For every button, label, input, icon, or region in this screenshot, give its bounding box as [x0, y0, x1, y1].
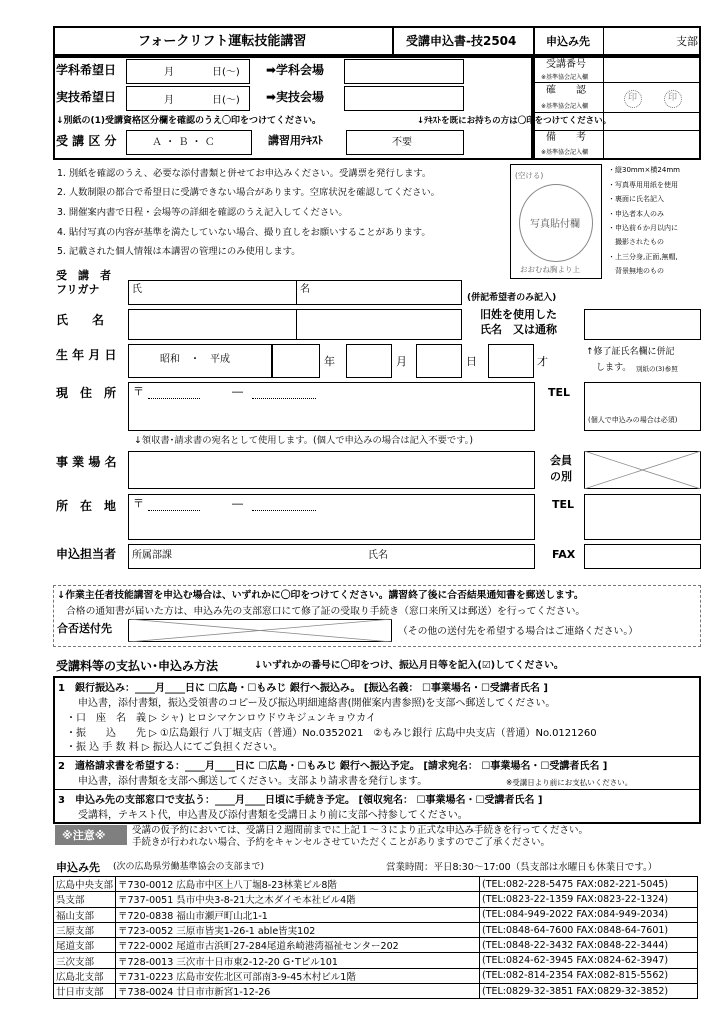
furigana-given: 名 [300, 284, 310, 295]
class-options: Ａ ・ Ｂ ・ Ｃ [152, 137, 215, 148]
tel-label: TEL [548, 386, 571, 399]
table-row [54, 938, 698, 953]
payment-opt2-sub: 申込書，添付書類を支部へ郵送してください。支部より請求書を発行します。 [78, 776, 428, 787]
stamp-2: 印 [668, 93, 678, 103]
result-dest-cross [128, 619, 392, 642]
furigana-surname: 氏 [132, 284, 142, 295]
exam-no-label: 受講番号 [546, 59, 586, 70]
academic-month: 月 [164, 67, 174, 78]
branch-address: 〒728-0013 三次市十日市東2-12-20 G･Tビル101 [116, 953, 480, 968]
employer-tel-field[interactable] [584, 494, 701, 540]
table-row [54, 968, 698, 983]
branch-name: 広島北支部 [54, 968, 116, 983]
assoc-note: ※基準協会記入欄 [541, 74, 589, 81]
furigana-label: フリガナ [56, 283, 100, 296]
photo-spec-4: ・申込者本人のみ [608, 210, 664, 218]
branches-heading: 申込み先 [56, 861, 100, 874]
branch-contact: (TEL:084-949-2022 FAX:084-949-2034) [480, 907, 698, 922]
photo-spec-5: ・申込前６か月以内に [608, 224, 678, 232]
branch-address: 〒731-0223 広島市安佐北区可部南3-9-45木村ビル1階 [116, 968, 480, 983]
dob-month-field[interactable] [346, 344, 392, 378]
branch-name: 三次支部 [54, 953, 116, 968]
dept-label: 所属部課 [132, 550, 172, 561]
photo-spec-3: ・裏面に氏名記入 [608, 195, 664, 203]
payment-opt2-title[interactable]: 2 適格請求書を希望する：____月____日に ☐広島・☐もみじ 銀行へ振込予定。 [請求宛名： ☐事業場名・☐受講者氏名 ] [58, 761, 608, 772]
branch-contact: (TEL:082-228-5475 FAX:082-221-5045) [480, 877, 698, 892]
branch-address: 〒723-0052 三原市皆実1-26-1 able皆実102 [116, 922, 480, 937]
dob-note-2: します。 [596, 363, 632, 373]
text-value: 不要 [392, 137, 412, 148]
payment-opt1-r3: ・振 込 手 数 料 ▷ 振込人にてご負担ください。 [66, 742, 283, 753]
result-dest-note: （その他の送付先を希望する場合はご連絡ください。） [398, 626, 639, 637]
practical-venue-label: ➡実技会場 [266, 90, 325, 104]
dob-day-field[interactable] [416, 344, 462, 378]
academic-date-label: 学科希望日 [56, 63, 117, 77]
contact-name-label: 氏名 [368, 550, 388, 561]
dob-year-field[interactable] [272, 344, 320, 378]
applicant-label-top: 受 講 者 [56, 269, 111, 282]
table-row [54, 907, 698, 922]
branch-name: 呉支部 [54, 892, 116, 907]
fax-field[interactable] [584, 544, 701, 569]
table-row [54, 892, 698, 907]
qualification-note: ↓別紙の(1)受講資格区分欄を確認のうえ〇印をつけてください。 [56, 116, 322, 126]
branch-contact: (TEL:0823-22-1359 FAX:0823-22-1324) [480, 892, 698, 907]
photo-chest-label: おおむね胸より上 [520, 265, 580, 274]
instruction-3: 3. 開催案内書で日程・会場等の詳細を確認のうえ記入してください。 [57, 207, 348, 218]
dob-note-1: ↑修了証氏名欄に併記 [586, 347, 675, 357]
furigana-field[interactable] [128, 280, 462, 305]
office-field[interactable] [128, 451, 535, 489]
branch-name: 廿日市支部 [54, 984, 116, 999]
practical-date-label: 実技希望日 [56, 90, 117, 104]
location-postal-dash: ― [232, 497, 243, 510]
branch-contact: (TEL:082-814-2354 FAX:082-815-5562) [480, 968, 698, 983]
branch-name: 福山支部 [54, 907, 116, 922]
branch-address: 〒738-0024 廿日市市新宮1-12-26 [116, 984, 480, 999]
remarks-label: 備 考 [546, 132, 586, 143]
branch-name: 広島中央支部 [54, 877, 116, 892]
location-label: 所 在 地 [56, 499, 117, 513]
photo-spec-8: 背景無地のもの [608, 267, 664, 275]
payment-opt3-sub: 受講料，テキスト代，申込書及び添付書類を受講日より前に支部へ持参してください。 [78, 810, 468, 821]
branch-contact: (TEL:0824-62-3945 FAX:0824-62-3947) [480, 953, 698, 968]
instruction-1: 1. 別紙を確認のうえ、必要な添付書類と併せてお申込みください。受講票を発行します。 [57, 168, 432, 179]
caution-line-2: 手続きが行われない場合、予約をキャンセルさせていただくことがありますのでご了承ください。 [132, 837, 551, 848]
member-label-1: 会員 [550, 454, 572, 467]
office-label: 事 業 場 名 [56, 455, 117, 469]
former-name-1: 旧姓を使用した [480, 308, 557, 321]
branch-name: 尾道支部 [54, 938, 116, 953]
photo-spec-6: 撮影されたもの [608, 238, 664, 246]
age-unit: 才 [537, 355, 548, 368]
payment-opt2-note: ※受講日より前にお支払いください。 [506, 778, 633, 787]
caution-line-1: 受講の仮予約においては、受講日２週間前までに上記１～３により正式な申込み手続きを行ってください。 [132, 825, 589, 836]
branches-hours: 営業時間：平日8:30～17:00（呉支部は水曜日も休業日です。） [386, 862, 658, 873]
branch-contact: (TEL:0848-64-7600 FAX:0848-64-7601) [480, 922, 698, 937]
payment-opt1-r1: ・口 座 名 義 ▷ シャ) ヒロシマケンロウドウキジュンキョウカイ [66, 713, 376, 724]
name-label: 氏 名 [56, 313, 105, 327]
text-label: 講習用ﾃｷｽﾄ [268, 134, 323, 147]
age-field[interactable] [488, 344, 534, 378]
payment-opt1-r2: ・振 込 先 ▷ ①広島銀行 八丁堀支店（普通）No.0352021 ②もみじ銀行 広島中央支店（普通）No.0121260 [66, 728, 597, 739]
stamp-1: 印 [628, 93, 638, 103]
payment-opt1-sub: 申込書，添付書類，振込受領書のコピー及び振込明細連絡書(開催案内書参照)を支部へ郵送してください。 [78, 698, 556, 709]
assoc-note-2: ※基準協会記入欄 [541, 103, 589, 110]
contact-label: 申込担当者 [56, 547, 117, 561]
branch-address: 〒720-0838 福山市瀬戸町山北1-1 [116, 907, 480, 922]
payment-opt3-title[interactable]: 3 申込み先の支部窓口で支払う：____月____日頃に手続き予定。 [領収宛名： ☐事業場名・☐受講者氏名 ] [58, 795, 543, 806]
tel-note: (個人で申込みの場合は必須) [588, 416, 678, 424]
result-line-2: 合格の通知書が届いた方は、申込み先の支部窓口にて修了証の受取り手続き（窓口来所又は郵送）を行ってください。 [66, 606, 586, 617]
branch-suffix: 支部 [676, 35, 698, 48]
branch-contact: (TEL:0829-32-3851 FAX:0829-32-3852) [480, 984, 698, 999]
practical-month: 月 [164, 95, 174, 106]
address-postal-dash: ― [232, 385, 243, 398]
photo-margin-label: (空ける) [515, 171, 544, 180]
academic-day: 日(〜) [212, 67, 240, 78]
address-postal-mark: 〒 [133, 385, 144, 398]
dob-month-unit: 月 [396, 355, 407, 368]
receipt-note: ↓領収書･請求書の宛名として使用します。(個人で申込みの場合は記入不要です。) [134, 435, 473, 446]
payment-heading: 受講料等の支払い･申込み方法 [56, 659, 219, 673]
text-note: ↓ﾃｷｽﾄを既にお持ちの方は〇印をつけてください。 [417, 116, 612, 126]
dob-era: 昭和 ・ 平成 [160, 354, 230, 365]
table-row [54, 922, 698, 937]
result-line-1: ↓作業主任者技能講習を申込む場合は、いずれかに〇印をつけてください。講習終了後に合否結果通知書を郵送します。 [57, 590, 584, 601]
instruction-4: 4. 貼付写真の内容が基準を満たしていない場合、撮り直しをお願いすることがあります。 [57, 227, 431, 238]
branches-heading-note: (次の広島県労働基準協会の支部まで) [113, 862, 265, 872]
instruction-2: 2. 人数制限の都合で希望日に受講できない場合があります。空席状況を確認してください。 [57, 187, 440, 198]
payment-opt1-title[interactable]: 1 銀行振込み：____月____日に ☐広島・☐もみじ 銀行へ振込み。 [振込名義： ☐事業場名・☐受講者氏名 ] [58, 683, 548, 694]
branch-address: 〒722-0002 尾道市古浜町27-284尾道糸崎港湾福祉センター202 [116, 938, 480, 953]
contact-field[interactable] [128, 544, 535, 569]
former-name-2: 氏名 又は通称 [480, 323, 557, 336]
photo-label: 写真貼付欄 [530, 219, 580, 230]
member-label-2: の別 [550, 470, 572, 483]
address-label: 現 住 所 [56, 386, 117, 400]
dob-year-unit: 年 [324, 355, 335, 368]
branch-name: 三原支部 [54, 922, 116, 937]
branch-address: 〒730-0012 広島市中区上八丁堀8-23林業ビル8階 [116, 877, 480, 892]
employer-tel-label: TEL [552, 498, 575, 511]
branches-table [53, 876, 698, 999]
academic-venue-field[interactable] [344, 59, 464, 84]
academic-venue-label: ➡学科会場 [266, 63, 325, 77]
apply-to-label: 申込み先 [546, 35, 590, 48]
fax-label: FAX [552, 548, 576, 561]
member-field-cross [584, 451, 701, 489]
branch-address: 〒737-0051 呉市中央3-8-21大之木ダイモ本社ビル4階 [116, 892, 480, 907]
practical-day: 日(〜) [212, 95, 240, 106]
location-postal-mark: 〒 [133, 497, 144, 510]
table-row [54, 877, 698, 892]
result-dest-label: 合否送付先 [57, 622, 112, 635]
dob-day-unit: 日 [466, 355, 477, 368]
assoc-note-3: ※基準協会記入欄 [541, 149, 589, 156]
dob-note-3: 別紙の(3)参照 [636, 365, 678, 373]
form-title: フォークリフト運転技能講習 [138, 34, 307, 49]
former-name-field[interactable] [584, 309, 701, 340]
dob-label: 生 年 月 日 [56, 348, 117, 362]
photo-spec-1: ・縦30mm×横24mm [608, 166, 680, 174]
photo-spec-2: ・写真専用用紙を使用 [608, 181, 678, 189]
table-row [54, 953, 698, 968]
branch-contact: (TEL:0848-22-3432 FAX:0848-22-3444) [480, 938, 698, 953]
form-code: 受講申込書-技2504 [406, 34, 517, 48]
confirm-label: 確 認 [546, 85, 586, 96]
instruction-5: 5. 記載された個人情報は本講習の管理にのみ使用します。 [57, 246, 301, 257]
class-label: 受 講 区 分 [56, 134, 117, 148]
address-field[interactable] [128, 382, 535, 431]
name-field[interactable] [128, 309, 462, 340]
payment-heading-note: ↓いずれかの番号に〇印をつけ、振込月日等を記入(☑)してください。 [254, 660, 564, 671]
table-row [54, 984, 698, 999]
location-field[interactable] [128, 494, 535, 540]
photo-spec-7: ・上三分身,正面,無帽, [608, 253, 678, 261]
caution-label: ※注意※ [62, 829, 106, 842]
joint-note: (併記希望者のみ記入) [467, 293, 557, 303]
practical-venue-field[interactable] [344, 86, 464, 111]
